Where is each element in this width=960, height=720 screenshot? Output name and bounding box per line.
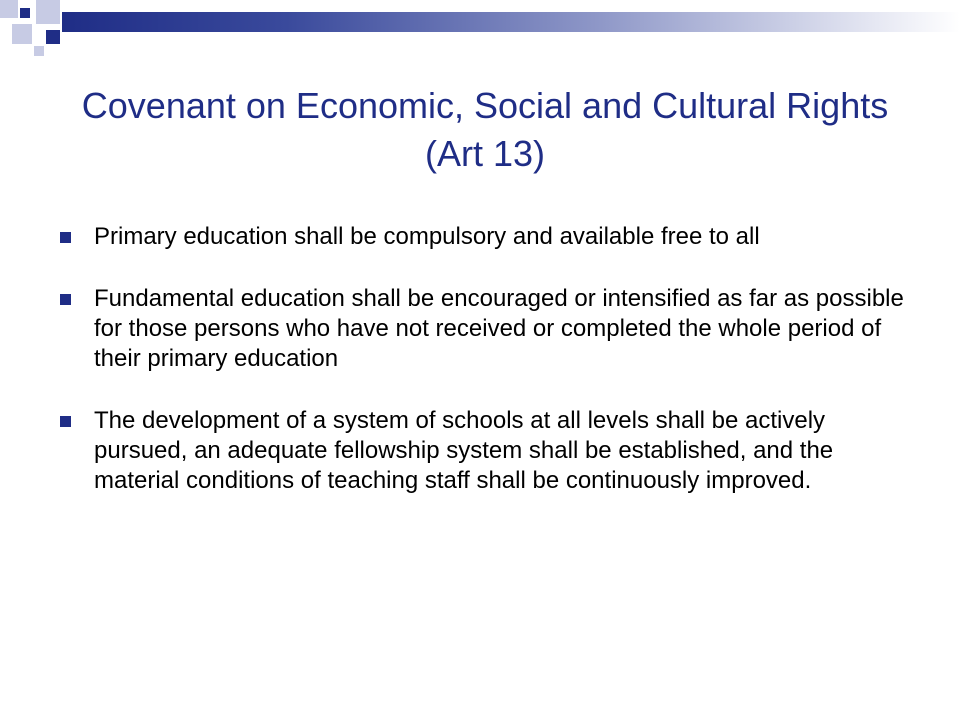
decorative-square [0, 0, 18, 18]
square-bullet-icon [60, 416, 71, 427]
bullet-text: The development of a system of schools at all levels shall be actively pursued, an adequate fellowship system shall be established, and the material conditions of teaching staff shall be continuously improved. [94, 407, 834, 494]
square-bullet-icon [60, 232, 71, 243]
bullet-list [60, 222, 910, 528]
bullet-text: Fundamental education shall be encouraged or intensified as far as possible for those persons who have not received or completed the whole period of their primary education [94, 285, 904, 372]
slide-title: Covenant on Economic, Social and Cultural Rights (Art 13) [81, 85, 889, 175]
decorative-square [20, 8, 30, 18]
bullet-item [60, 222, 910, 252]
bullet-item [60, 406, 910, 496]
header-gradient-band [62, 12, 960, 32]
decorative-square [12, 24, 32, 44]
square-bullet-icon [60, 294, 71, 305]
bullet-text: Primary education shall be compulsory and available free to all [94, 223, 760, 250]
bullet-item [60, 284, 910, 374]
decorative-square [34, 46, 44, 56]
decorative-square [46, 30, 60, 44]
decorative-square [36, 0, 60, 24]
